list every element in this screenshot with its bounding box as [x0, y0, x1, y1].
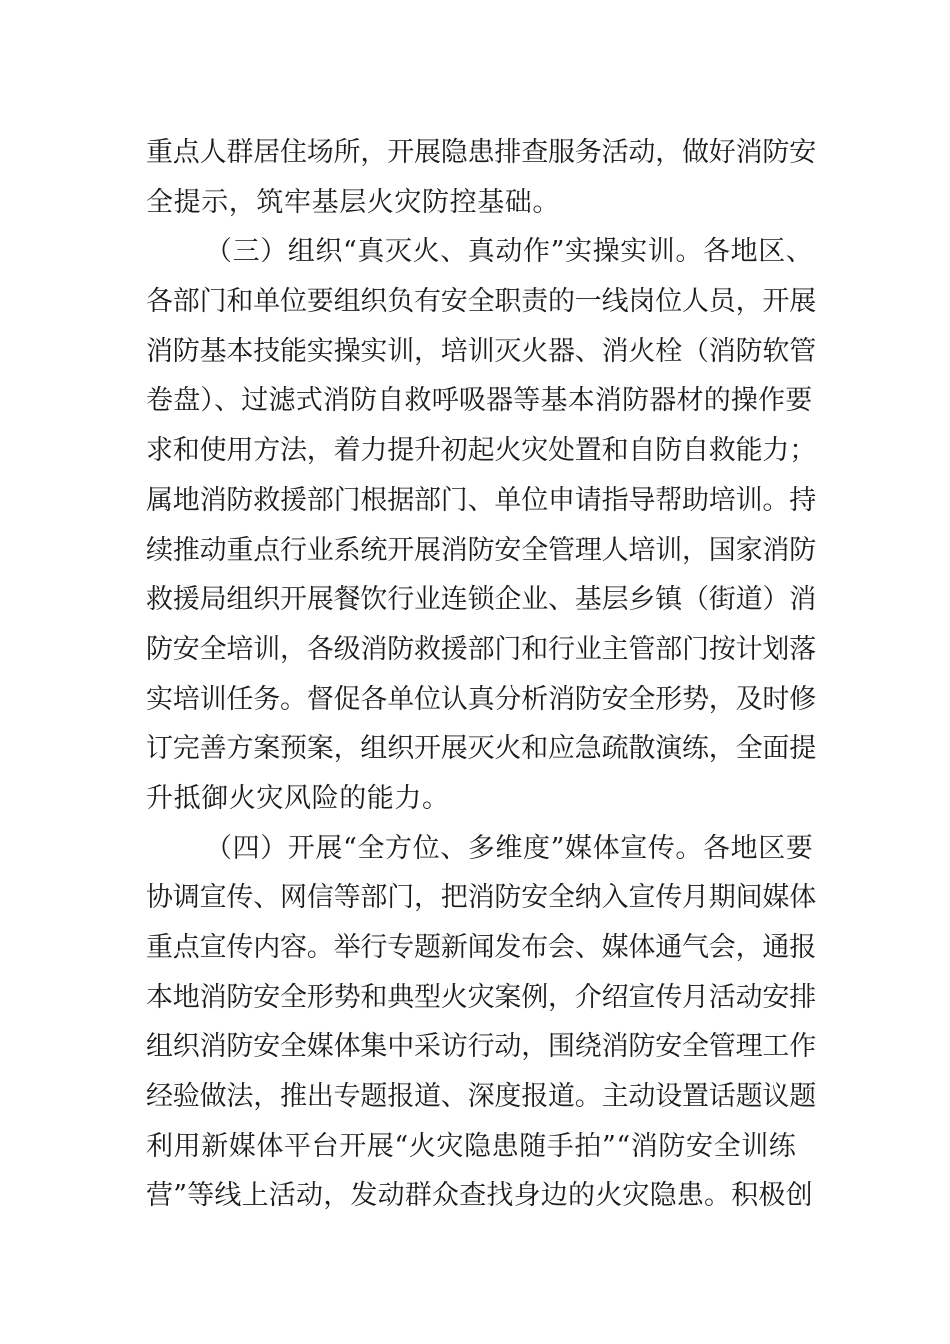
text-line: 卷盘）、过滤式消防自救呼吸器等基本消防器材的操作要	[146, 385, 813, 417]
text-line: 续推动重点行业系统开展消防安全管理人培训，国家消防	[146, 534, 816, 566]
text-line: 订完善方案预案，组织开展灭火和应急疏散演练，全面提	[146, 733, 816, 765]
text-line: 各部门和单位要组织负有安全职责的一线岗位人员，开展	[146, 286, 816, 318]
section-heading-line: （四）开展“全方位、多维度”媒体宣传。各地区要	[205, 832, 814, 864]
text-line: 防安全培训，各级消防救援部门和行业主管部门按计划落	[146, 633, 816, 665]
text-line: 营”等线上活动，发动群众查找身边的火灾隐患。积极创	[146, 1180, 813, 1212]
text-line: 全提示，筑牢基层火灾防控基础。	[146, 186, 560, 218]
text-line: 属地消防救援部门根据部门、单位申请指导帮助培训。持	[146, 484, 816, 516]
text-line: 实培训任务。督促各单位认真分析消防安全形势，及时修	[146, 683, 816, 715]
text-line: 升抵御火灾风险的能力。	[146, 782, 450, 814]
text-line: 重点宣传内容。举行专题新闻发布会、媒体通气会，通报	[146, 932, 816, 963]
text-line: 救援局组织开展餐饮行业连锁企业、基层乡镇（街道）消	[146, 584, 816, 616]
body-text	[146, 128, 816, 1221]
text-line: 本地消防安全形势和典型火灾案例，介绍宣传月活动安排	[146, 981, 816, 1013]
section-heading-line: （三）组织“真灭火、真动作”实操实训。各地区、	[205, 236, 814, 268]
text-line: 经验做法，推出专题报道、深度报道。主动设置话题议题	[146, 1081, 816, 1113]
text-line: 重点人群居住场所，开展隐患排查服务活动，做好消防安	[146, 137, 816, 168]
text-line: 消防基本技能实操实训，培训灭火器、消火栓（消防软管	[146, 335, 816, 367]
text-line: 组织消防安全媒体集中采访行动，围绕消防安全管理工作	[146, 1031, 816, 1063]
text-line: 利用新媒体平台开展“火灾隐患随手拍”“消防安全训练	[146, 1130, 797, 1162]
text-line: 协调宣传、网信等部门，把消防安全纳入宣传月期间媒体	[146, 882, 816, 914]
text-line: 求和使用方法，着力提升初起火灾处置和自防自救能力；	[146, 435, 816, 467]
